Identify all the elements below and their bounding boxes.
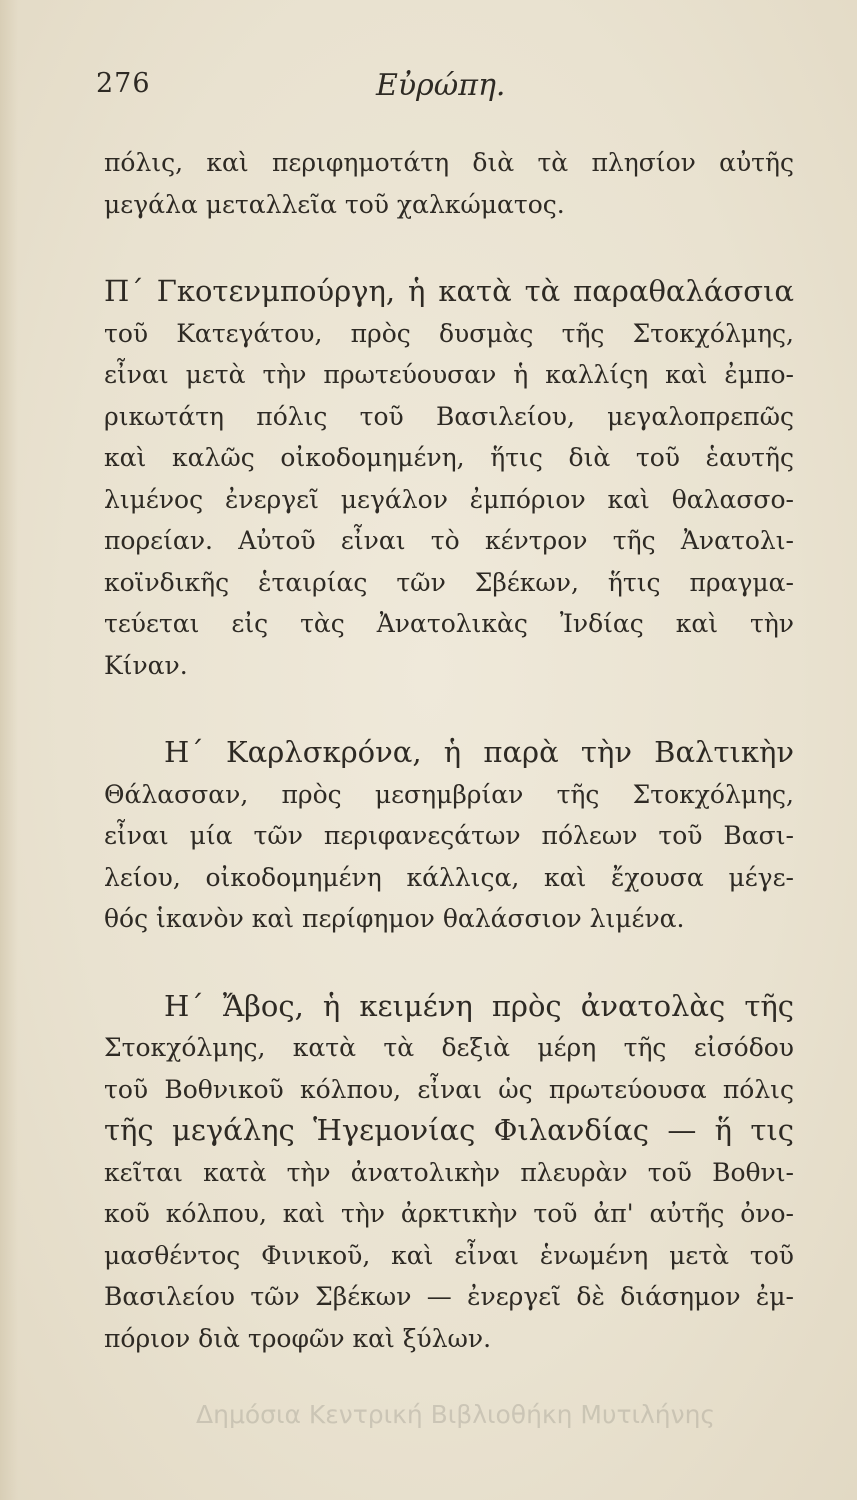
library-watermark: Δημόσια Κεντρική Βιβλιοθήκη Μυτιλήνης [196,1400,716,1429]
text-line: τοῦ Κατεγάτου, πρὸς δυσμὰς τῆς Στοκχόλμης, [104,318,794,348]
paragraph-continuation [104,142,794,225]
text-line: λιμένος ἐνεργεῖ μεγάλον ἐμπόριον καὶ θαλασσο- [104,484,794,514]
text-line: Θάλασσαν, πρὸς μεσημβρίαν τῆς Στοκχόλμης, [104,779,794,809]
paragraph-karlskrona-body [104,774,794,940]
text-line: λείου, οἰκοδομημένη κάλλιςα, καὶ ἔχουσα μέγε- [104,862,794,892]
text-line: τεύεται εἰς τὰς Ἀνατολικὰς Ἰνδίας καὶ τὴν [104,609,794,638]
text-line: κοϊνδικῆς ἑταιρίας τῶν Σβέκων, ἥτις πραγμα- [104,567,794,597]
text-line: τοῦ Βοθνικοῦ κόλπου, εἶναι ὡς πρωτεύουσα πόλις [104,1074,794,1104]
text-line: Στοκχόλμης, κατὰ τὰ δεξιὰ μέρη τῆς εἰσόδου [104,1033,794,1062]
paragraph-gothenburg [104,271,794,686]
paragraph-abo-body [104,1027,794,1359]
text-line: Η´ Καρλσκρόνα, ἡ παρὰ τὴν Βαλτικὴν [164,735,794,769]
text-line: θός ἱκανὸν καὶ περίφημον θαλάσσιον λιμένα. [104,904,685,933]
paragraph-abo [104,986,794,1028]
text-line: πορείαν. Αὐτοῦ εἶναι τὸ κέντρον τῆς Ἀνατολι- [104,526,794,555]
text-line: Βασιλείου τῶν Σβέκων — ἐνεργεῖ δὲ διάσημον ἐμ- [104,1282,794,1311]
page-header [96,68,796,108]
running-head: Εὐρώπη. [376,68,506,103]
text-line: εἶναι μία τῶν περιφανεςάτων πόλεων τοῦ Βασι- [104,821,794,850]
text-line: κοῦ κόλπου, καὶ τὴν ἀρκτικὴν τοῦ ἀπ' αὐτῆς ὀνο- [104,1199,794,1228]
text-line: μεγάλα μεταλλεῖα τοῦ χαλκώματος. [104,189,565,219]
paragraph-karlskrona [104,732,794,774]
text-line: Η´ Ἄβος, ἡ κειμένη πρὸς ἀνατολὰς τῆς [164,988,794,1023]
text-line: Π´ Γκοτενμπούργη, ἡ κατὰ τὰ παραθαλάσσια [104,274,794,308]
text-line: ρικωτάτη πόλις τοῦ Βασιλείου, μεγαλοπρεπῶς [104,401,794,431]
text-line: καὶ καλῶς οἰκοδομημένη, ἥτις διὰ τοῦ ἑαυτῆς [104,443,794,472]
text-line: τῆς μεγάλης Ἡγεμονίας Φιλανδίας — ἥ τις [104,1113,794,1147]
binding-shadow [0,0,18,1500]
body-text [104,142,794,1359]
text-line: εἶναι μετὰ τὴν πρωτεύουσαν ἡ καλλίςη καὶ ἐμπο- [104,360,794,389]
text-line: μασθέντος Φινικοῦ, καὶ εἶναι ἑνωμένη μετὰ τοῦ [104,1240,794,1270]
text-line: κεῖται κατὰ τὴν ἀνατολικὴν πλευρὰν τοῦ Βοθνι- [104,1157,794,1187]
text-line: πόλις, καὶ περιφημοτάτη διὰ τὰ πλησίον αὐτῆς [104,148,794,177]
text-line: Κίναν. [104,650,188,680]
page-number: 276 [96,68,151,99]
text-line: πόριον διὰ τροφῶν καὶ ξύλων. [104,1323,492,1353]
